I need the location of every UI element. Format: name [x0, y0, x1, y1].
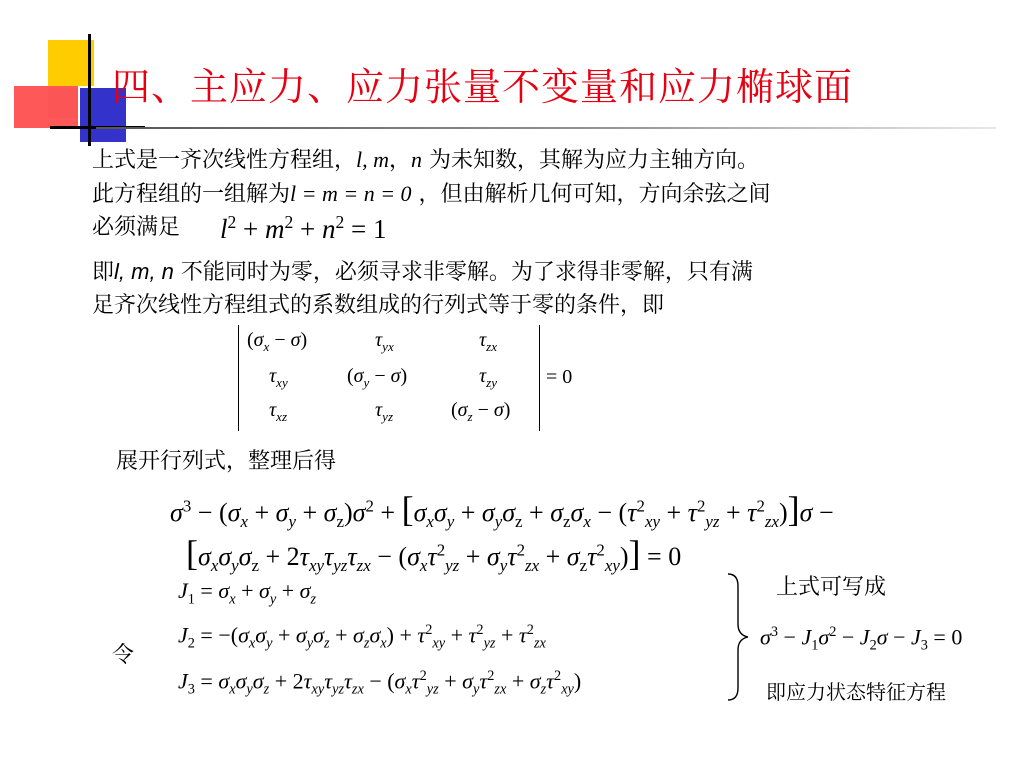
- determinant-equals-zero: = 0: [546, 366, 573, 388]
- decor-red-square: [14, 86, 78, 128]
- text-line-4: 即l, m, n 不能同时为零，必须寻求非零解。为了求得非零解，只有满: [92, 259, 753, 285]
- stress-determinant: $(\sigma_x - \sigma)$ $\tau_{yx}$ $\tau_{zx}$ $\tau_{xy}$ $(\sigma_y - \sigma)$ $\tau_{zy}$ $\tau_{xz}$ $\tau_{yz}$ $(\sigma_z - \sigma)$: [238, 325, 540, 431]
- title-underline: [96, 127, 996, 129]
- direction-cosine-equation: $l^2 + m^2 + n^2 = 1$: [220, 212, 387, 244]
- text-line-5: 足齐次线性方程组式的系数组成的行列式等于零的条件，即: [92, 293, 665, 318]
- slide-title: 四、主应力、应力张量不变量和应力椭球面: [112, 65, 854, 109]
- decor-vertical-line: [88, 34, 91, 146]
- right-label-1: 上式可写成: [776, 575, 887, 600]
- expansion-line-2: $[\sigma_x\sigma_y\sigma_z + 2\tau_{xy}\tau_{yz}\tau_{zx} - (\sigma_x\tau^2_{yz} + \sigma_y\tau^2_{zx} + \sigma_z\tau^2_{xy})] = 0$: [186, 533, 682, 576]
- text-line-1: 上式是一齐次线性方程组，l, m，n 为未知数，其解为应力主轴方向。: [92, 147, 760, 173]
- expand-label: 展开行列式，整理后得: [116, 449, 337, 474]
- text-line-2: 此方程组的一组解为l = m = n = 0 ，但由解析几何可知，方向余弦之间: [92, 181, 771, 207]
- ling-label: 令: [112, 643, 135, 668]
- expansion-line-1: $\sigma^3 - (\sigma_x + \sigma_y + \sigma_z)\sigma^2 + [\sigma_x\sigma_y + \sigma_y\sigma_z + \sigma_z\sigma_x - (\tau^2_{xy} + \tau^2_{yz} + \tau^2_{zx})]\sigma$ −: [170, 489, 834, 532]
- text-line-3: 必须满足: [92, 215, 181, 240]
- right-brace: [722, 572, 752, 702]
- right-label-2: 即应力状态特征方程: [766, 680, 946, 704]
- invariant-j3: $J_3 = \sigma_x\sigma_y\sigma_z + 2\tau_{xy}\tau_{yz}\tau_{zx} - (\sigma_x\tau^2_{yz} + \sigma_y\tau^2_{zx} + \sigma_z\tau^2_{xy})$: [178, 668, 582, 698]
- characteristic-equation: $\sigma^3 - J_1\sigma^2 - J_2\sigma - J_3 = 0$: [760, 624, 963, 654]
- invariant-j2: $J_2 = -(\sigma_x\sigma_y + \sigma_y\sigma_z + \sigma_z\sigma_x) + \tau^2_{xy} + \tau^2_{yz} + \tau^2_{zx}$: [178, 622, 546, 652]
- invariant-j1: $J_1 = \sigma_x + \sigma_y + \sigma_z$: [178, 578, 317, 608]
